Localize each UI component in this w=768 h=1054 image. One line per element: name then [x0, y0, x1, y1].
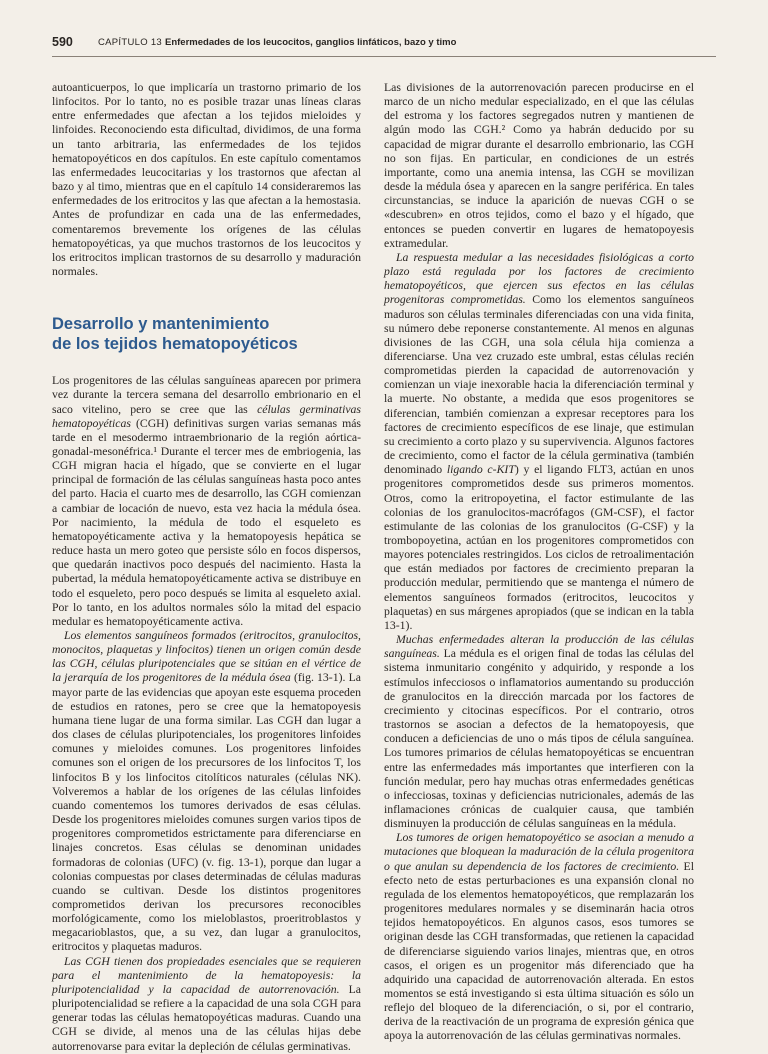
text-run: La médula es el origen final de todas las células del sistema inmunitario congénito y adquirido, y responde a los estímulos infecciosos o inflamatorios aumentando su producción de granulocitos en la dirección marcada por los factores de crecimiento y citocinas específicos. Por el contrario, otros trastornos se asocian a defectos de la hematopoyesis, que conducen a deficiencias de uno o más tipos de célula sanguínea. Los tumores primarios de células hematopoyéticas se encuentran entre las enfermedades más importantes que interfieren con la función medular, pero hay muchas otras enfermedades genéticas o infecciosas, toxinas y deficiencias nutricionales, además de las inflamaciones crónicas de cualquier causa, que también disminuyen la producción de células sanguíneas en la médula.	[384, 647, 694, 831]
paragraph	[384, 831, 694, 1043]
section-heading	[52, 315, 361, 354]
italic-statement: Muchas enfermedades alteran la producción de las células sanguíneas.	[384, 633, 694, 661]
italic-term: ligando c-KIT	[446, 463, 515, 477]
paragraph: Las divisiones de la autorrenovación parecen producirse en el marco de un nicho medular especializado, en el que las células del estroma y los factores segregados nutren y mantienen de algún modo las CGH.² Como ya habrán deducido por su capacidad de migrar durante el desarrollo embrionario, las CGH no son fijas. En particular, en condiciones de un estrés importante, como una anemia intensa, las CGH se movilizan desde la médula ósea y aparecen en la sangre periférica. En tales circunstancias, se induce la aparición de nuevas CGH o se «descubren» en otros tejidos, como el bazo y el hígado, que entonces se pueden convertir en lugares de hematopoyesis extramedular.	[384, 81, 694, 250]
text-run: ) y el ligando FLT3, actúan en unos progenitores comprometidos desde sus primeros momentos. Otros, como la eritropoyetina, el factor estimulante de las colonias de los granulocitos-macrófagos (GM-CSF), el factor estimulante de las colonias de los granulocitos (G-CSF) y la trombopoyetina, actúan en los progenitores comprometidos con mayores potenciales restringidos. Los ciclos de retroalimentación que están mediados por factores de crecimiento preparan la producción medular, permitiendo que se mantenga el número de elementos sanguíneos formados (eritrocitos, leucocitos y plaquetas) en sus márgenes apropiados (que se indican en la tabla 13-1).	[384, 463, 694, 632]
paragraph: autoanticuerpos, lo que implicaría un trastorno primario de los linfocitos. Por lo tanto, no es posible trazar unas líneas claras entre enfermedades que afectan a los tejidos mieloides y linfoides. Reconociendo esta dificultad, dividimos, de una forma un tanto arbitraria, las enfermedades de los tejidos hematopoyéticos en dos capítulos. En este capítulo comentamos las enfermedades leucocitarias y los trastornos que afectan al bazo y al timo, mientras que en el capítulo 14 consideraremos las enfermedades de los eritrocitos y las que afectan a la hemostasia. Antes de profundizar en cada una de las enfermedades, comentaremos brevemente los orígenes de las células hematopoyéticas, ya que muchos trastornos de los leucocitos y los eritrocitos implican trastornos de su desarrollo y maduración normales.	[52, 81, 361, 279]
text-run: (CGH) definitivas surgen varias semanas más tarde en el mesodermo intraembrionario de la región aórtica-gonadal-mesonéfrica.¹ Durante el tercer mes de embriogenia, las CGH migran hacia el hígado, que se convierte en el lugar principal de formación de las células sanguíneas hasta poco antes del parto. Hacia el cuarto mes de desarrollo, las CGH comienzan a cambiar de locación de nuevo, esta vez hacia la médula ósea. Por nacimiento, la médula de todo el esqueleto es hematopoyéticamente activa y la hematopoyesis hepática se reduce hasta un mero goteo que persiste sólo en focos dispersos, que quedarán inactivos poco después del nacimiento. Hasta la pubertad, la médula hematopoyéticamente activa se distribuye en todo el esqueleto, pero poco después se limita al esqueleto axial. Por lo tanto, en los adultos normales sólo la mitad del espacio medular es hematopoyéticamente activa.	[52, 416, 361, 628]
italic-statement: Las CGH tienen dos propiedades esenciales que se requieren para el mantenimiento de la hematopoyesis: la pluripotencialidad y la capacidad de autorrenovación.	[52, 954, 361, 996]
page-header	[0, 0, 768, 72]
paragraph	[52, 955, 361, 1054]
text-run: (fig. 13-1). La mayor parte de las evidencias que apoyan este esquema proceden de estudios en ratones, pero se cree que la hematopoyesis humana tiene lugar de una forma similar. Las CGH dan lugar a dos clases de células pluripotenciales, los progenitores linfoides comunes y mieloides comunes. Los progenitores linfoides comunes son el origen de los precursores de los linfocitos T, los linfocitos B y los linfocitos citolíticos naturales (células NK). Volveremos a hablar de los orígenes de las células linfoides cuando comentemos los tumores derivados de esas células. Desde los progenitores mieloides comunes surgen varios tipos de progenitores comprometidos estrictamente para diferenciarse en linajes concretos. Esas células se denominan unidades formadoras de colonias (UFC) (v. fig. 13-1), porque dan lugar a colonias compuestas por clases determinadas de células maduras cuando se cultivan. Desde los distintos progenitores comprometidos derivan los precursores reconocibles morfológicamente, como los mieloblastos, proeritroblastos y megacarioblastos, que, a su vez, dan lugar a granulocitos, eritrocitos y plaquetas maduros.	[52, 671, 362, 954]
text-run: Los progenitores de las células sanguíneas aparecen por primera vez durante la tercera semana del desarrollo embrionario en el saco vitelino, pero se cree que las	[52, 374, 361, 416]
italic-statement: Los tumores de origen hematopoyético se asocian a menudo a mutaciones que bloquean la maduración de la célula progenitora o que anulan su dependencia de los factores de crecimiento.	[384, 831, 694, 873]
paragraph	[52, 374, 361, 629]
section-heading-line2: de los tejidos hematopoyéticos	[52, 334, 298, 353]
paragraph	[52, 629, 361, 955]
chapter-label: CAPÍTULO 13	[98, 37, 163, 48]
italic-term: células germinativas hematopoyéticas	[52, 402, 361, 430]
text-run: El efecto neto de estas perturbaciones es una expansión clonal no regulada de los elementos hematopoyéticos, que remplazarán los progenitores medulares normales y se diseminarán hacia otros tejidos hematopoyéticos. En algunos casos, esos tumores se originan desde las CGH transformadas, que retienen la capacidad de diferenciarse siguiendo varios linajes, mientras que, en otros casos, el origen es un progenitor más diferenciado que ha adquirido una capacidad de autorrenovación alterada. En estos momentos se está investigando si esta última situación es sólo un reflejo del bloqueo de la diferenciación, o si, por el contrario, deriva de la reactivación de un programa de expresión génica que apoya la autorrenovación de las células germinativas normales.	[384, 859, 694, 1043]
italic-statement: Los elementos sanguíneos formados (eritrocitos, granulocitos, monocitos, plaquetas y linfocitos) tienen un origen común desde las CGH, células pluripotenciales que se sitúan en el vértice de la jerarquía de los progenitores de la médula ósea	[52, 629, 361, 685]
header-rule	[52, 56, 716, 57]
left-column	[52, 81, 361, 1054]
paragraph	[384, 633, 694, 831]
text-run: Como los elementos sanguíneos maduros son células terminales diferenciadas con una vida finita, su número debe reponerse constantemente. Al menos en algunas divisiones de las CGH, una sola célula hija comienza a diferenciarse. Una vez cruzado este umbral, estas células recién comprometidas pierden la capacidad de autorrenovación y comienzan un viaje inexorable hacia la diferenciación terminal y la muerte. No obstante, a medida que esos progenitores se diferencian, también comienzan a expresar receptores para los factores de crecimiento específicos de ese linaje, que estimulan su crecimiento a corto plazo y su supervivencia. Algunos factores de crecimiento, como el factor de la célula germinativa (también denominado	[384, 293, 695, 477]
section-heading-line1: Desarrollo y mantenimiento	[52, 315, 270, 334]
paragraph	[384, 251, 694, 633]
text-run: La pluripotencialidad se refiere a la capacidad de una sola CGH para generar todas las células hematopoyéticas maduras. Cuando una CGH se divide, al menos una de las células hijas debe autorrenovarse para evitar la depleción de células germinativas.	[52, 982, 361, 1053]
page-number: 590	[52, 35, 73, 49]
italic-statement: La respuesta medular a las necesidades fisiológicas a corto plazo está regulada por los factores de crecimiento hematopoyéticos, que ejercen sus efectos en las células progenitoras comprometidas.	[384, 250, 694, 307]
right-column	[384, 81, 694, 1044]
chapter-title: Enfermedades de los leucocitos, ganglios linfáticos, bazo y timo	[165, 37, 457, 48]
